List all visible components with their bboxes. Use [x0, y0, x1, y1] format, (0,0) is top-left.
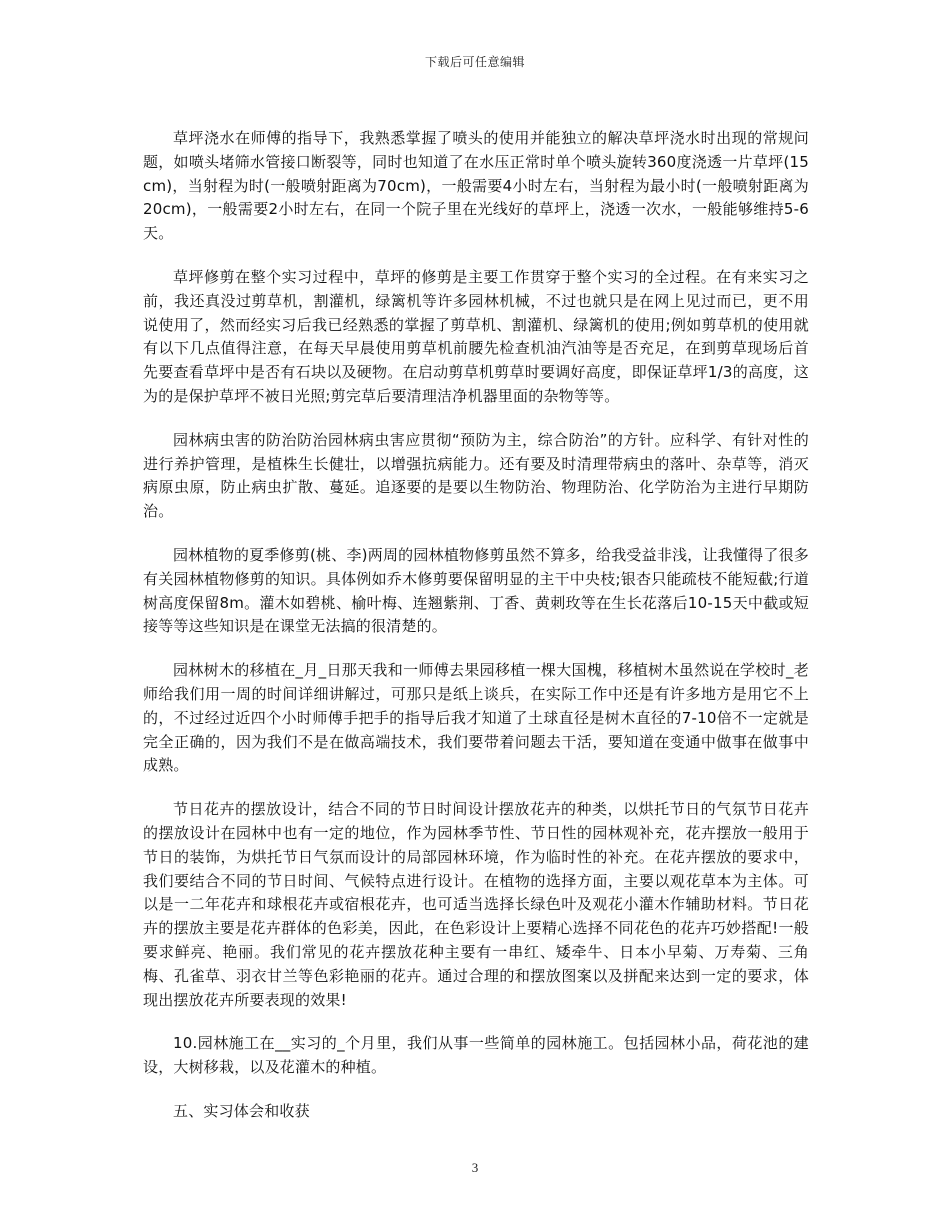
- header-note: 下载后可任意编辑: [424, 55, 525, 69]
- paragraph-pest-control: 园林病虫害的防治防治园林病虫害应贯彻“预防为主，综合防治”的方针。应科学、有针对性的进行养护管理，是植株生长健壮，以增强抗病能力。还有要及时清理带病虫的落叶、杂草等，消灭病原虫原，防止病虫扩散、蔓延。追逐要的是要以生物防治、物理防治、化学防治为主进行早期防治。: [143, 430, 809, 521]
- paragraph-landscape-construction: 10.园林施工在__实习的_个月里，我们从事一些简单的园林施工。包括园林小品，荷花池的建设，大树移栽，以及花灌木的种植。: [143, 1034, 809, 1077]
- paragraph-tree-transplanting: 园林树木的移植在_月_日那天我和一师傅去果园移植一棵大国槐，移植树木虽然说在学校时_老师给我们用一周的时间详细讲解过，可那只是纸上谈兵，在实际工作中还是有许多地方是用它不上的，不过经过近四个小时师傅手把手的指导后我才知道了土球直径是树木直径的7-10倍不一定就是完全正确的，因为我们不是在做高端技术，我们要带着问题去干活，要知道在变通中做事在做事中成熟。: [143, 661, 809, 775]
- paragraph-lawn-watering: 草坪浇水在师傅的指导下，我熟悉掌握了喷头的使用并能独立的解决草坪浇水时出现的常规问题，如喷头堵筛水管接口断裂等，同时也知道了在水压正常时单个喷头旋转360度浇透一片草坪(15cm)，当射程为时(一般喷射距离为70cm)，一般需要4小时左右，当射程为最小时(一般喷射距离为20cm)，一般需要2小时左右，在同一个院子里在光线好的草坪上，浇透一次水，一般能够维持5-6天。: [143, 129, 809, 243]
- section-heading: 五、实习体会和收获: [173, 1101, 310, 1120]
- document-body: [143, 127, 809, 1144]
- paragraph-lawn-mowing: 草坪修剪在整个实习过程中，草坪的修剪是主要工作贯穿于整个实习的全过程。在有来实习之前，我还真没过剪草机，割灌机，绿篱机等许多园林机械，不过也就只是在网上见过而已，更不用说使用了，然而经实习后我已经熟悉的掌握了剪草机、割灌机、绿篱机的使用;例如剪草机的使用就有以下几点值得注意，在每天早晨使用剪草机前腰先检查机油汽油等是否充足，在到剪草现场后首先要查看草坪中是否有石块以及硬物。在启动剪草机剪草时要调好高度，即保证草坪1/3的高度，这为的是保护草坪不被日光照;剪完草后要清理洁净机器里面的杂物等等。: [143, 267, 809, 405]
- page-number: 3: [471, 1160, 479, 1175]
- paragraph-festival-flowers: 节日花卉的摆放设计，结合不同的节日时间设计摆放花卉的种类，以烘托节日的气氛节日花卉的摆放设计在园林中也有一定的地位，作为园林季节性、节日性的园林观补充，花卉摆放一般用于节日的装饰，为烘托节日气氛而设计的局部园林环境，作为临时性的补充。在花卉摆放的要求中，我们要结合不同的节日时间、气候特点进行设计。在植物的选择方面，主要以观花草本为主体。可以是一二年花卉和球根花卉或宿根花卉，也可适当选择长绿色叶及观花小灌木作辅助材料。节日花卉的摆放主要是花卉群体的色彩美，因此，在色彩设计上要精心选择不同花色的花卉巧妙搭配!一般要求鲜亮、艳丽。我们常见的花卉摆放花种主要有一串红、矮牵牛、日本小早菊、万寿菊、三角梅、孔雀草、羽衣甘兰等色彩艳丽的花卉。通过合理的和摆放图案以及拼配来达到一定的要求，体现出摆放花卉所要表现的效果!: [143, 800, 809, 1009]
- paragraph-summer-pruning: 园林植物的夏季修剪(桃、李)两周的园林植物修剪虽然不算多，给我受益非浅，让我懂得了很多有关园林植物修剪的知识。具体例如乔木修剪要保留明显的主干中央枝;银杏只能疏枝不能短截;行道树高度保留8m。灌木如碧桃、榆叶梅、连翘紫荆、丁香、黄刺玫等在生长花落后10-15天中截或短接等等这些知识是在课堂无法搞的很清楚的。: [143, 545, 809, 636]
